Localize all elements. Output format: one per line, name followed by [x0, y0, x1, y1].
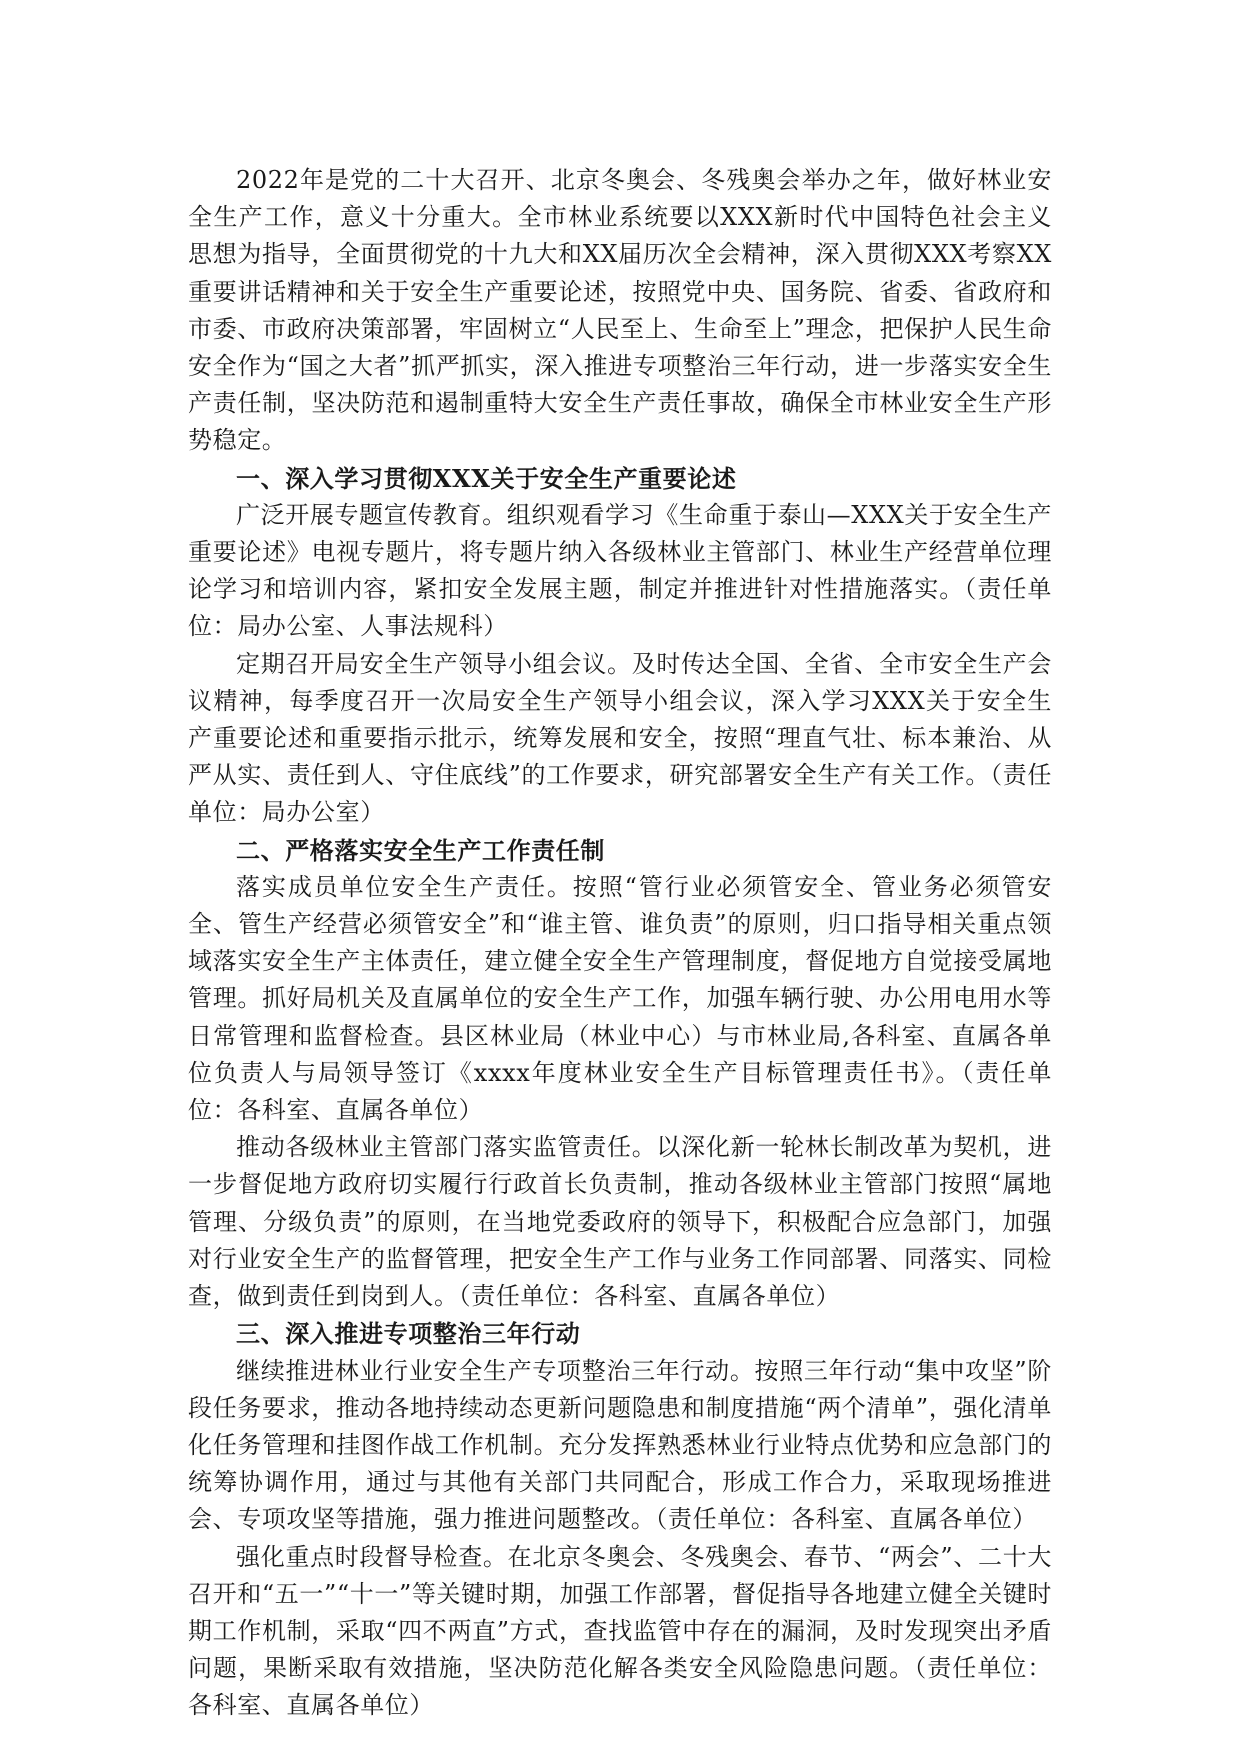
section-2-heading: 二、严格落实安全生产工作责任制 [236, 835, 605, 865]
section-2-paragraph-2: 推动各级林业主管部门落实监管责任。以深化新一轮林长制改革为契机，进一步督促地方政府切实履行行政首长负责制，推动各级林业主管部门按照“属地管理、分级负责”的原则，在当地党委政府的领导下，积极配合应急部门，加强对行业安全生产的监督管理，把安全生产工作与业务工作同部署、同落实、同检查，做到责任到岗到人。（责任单位：各科室、直属各单位） [188, 1133, 1052, 1311]
section-2-paragraph-1: 落实成员单位安全生产责任。按照“管行业必须管安全、管业务必须管安全、管生产经营必须管安全”和“谁主管、谁负责”的原则，归口指导相关重点领域落实安全生产主体责任，建立健全安全生产管理制度，督促地方自觉接受属地管理。抓好局机关及直属单位的安全生产工作，加强车辆行驶、办公用电用水等日常管理和监督检查。县区林业局（林业中心）与市林业局,各科室、直属各单位负责人与局领导签订《xxxx年度林业安全生产目标管理责任书》。（责任单位：各科室、直属各单位） [188, 872, 1052, 1125]
intro-paragraph: 2022年是党的二十大召开、北京冬奥会、冬残奥会举办之年，做好林业安全生产工作，意义十分重大。全市林业系统要以XXX新时代中国特色社会主义思想为指导，全面贯彻党的十九大和XX届历次全会精神，深入贯彻XXX考察XX重要讲话精神和关于安全生产重要论述，按照党中央、国务院、省委、省政府和市委、市政府决策部署，牢固树立“人民至上、生命至上”理念，把保护人民生命安全作为“国之大者”抓严抓实，深入推进专项整治三年行动，进一步落实安全生产责任制，坚决防范和遏制重特大安全生产责任事故，确保全市林业安全生产形势稳定。 [188, 166, 1052, 455]
section-3-heading: 三、深入推进专项整治三年行动 [236, 1319, 581, 1349]
section-1-heading: 一、深入学习贯彻XXX关于安全生产重要论述 [236, 463, 737, 493]
document-page [188, 162, 1052, 1725]
section-3-paragraph-1: 继续推进林业行业安全生产专项整治三年行动。按照三年行动“集中攻坚”阶段任务要求，推动各地持续动态更新问题隐患和制度措施“两个清单”，强化清单化任务管理和挂图作战工作机制。充分发挥熟悉林业行业特点优势和应急部门的统筹协调作用，通过与其他有关部门共同配合，形成工作合力，采取现场推进会、专项攻坚等措施，强力推进问题整改。（责任单位：各科室、直属各单位） [188, 1356, 1052, 1534]
section-1-paragraph-1: 广泛开展专题宣传教育。组织观看学习《生命重于泰山—XXX关于安全生产重要论述》电视专题片，将专题片纳入各级林业主管部门、林业生产经营单位理论学习和培训内容，紧扣安全发展主题，制定并推进针对性措施落实。（责任单位：局办公室、人事法规科） [188, 500, 1052, 641]
section-1-paragraph-2: 定期召开局安全生产领导小组会议。及时传达全国、全省、全市安全生产会议精神，每季度召开一次局安全生产领导小组会议，深入学习XXX关于安全生产重要论述和重要指示批示，统筹发展和安全，按照“理直气壮、标本兼治、从严从实、责任到人、守住底线”的工作要求，研究部署安全生产有关工作。（责任单位：局办公室） [188, 649, 1052, 827]
section-3-paragraph-2: 强化重点时段督导检查。在北京冬奥会、冬残奥会、春节、“两会”、二十大召开和“五一”“十一”等关键时期，加强工作部署，督促指导各地建立健全关键时期工作机制，采取“四不两直”方式，查找监管中存在的漏洞，及时发现突出矛盾问题，果断采取有效措施，坚决防范化解各类安全风险隐患问题。（责任单位：各科室、直属各单位） [188, 1542, 1052, 1720]
